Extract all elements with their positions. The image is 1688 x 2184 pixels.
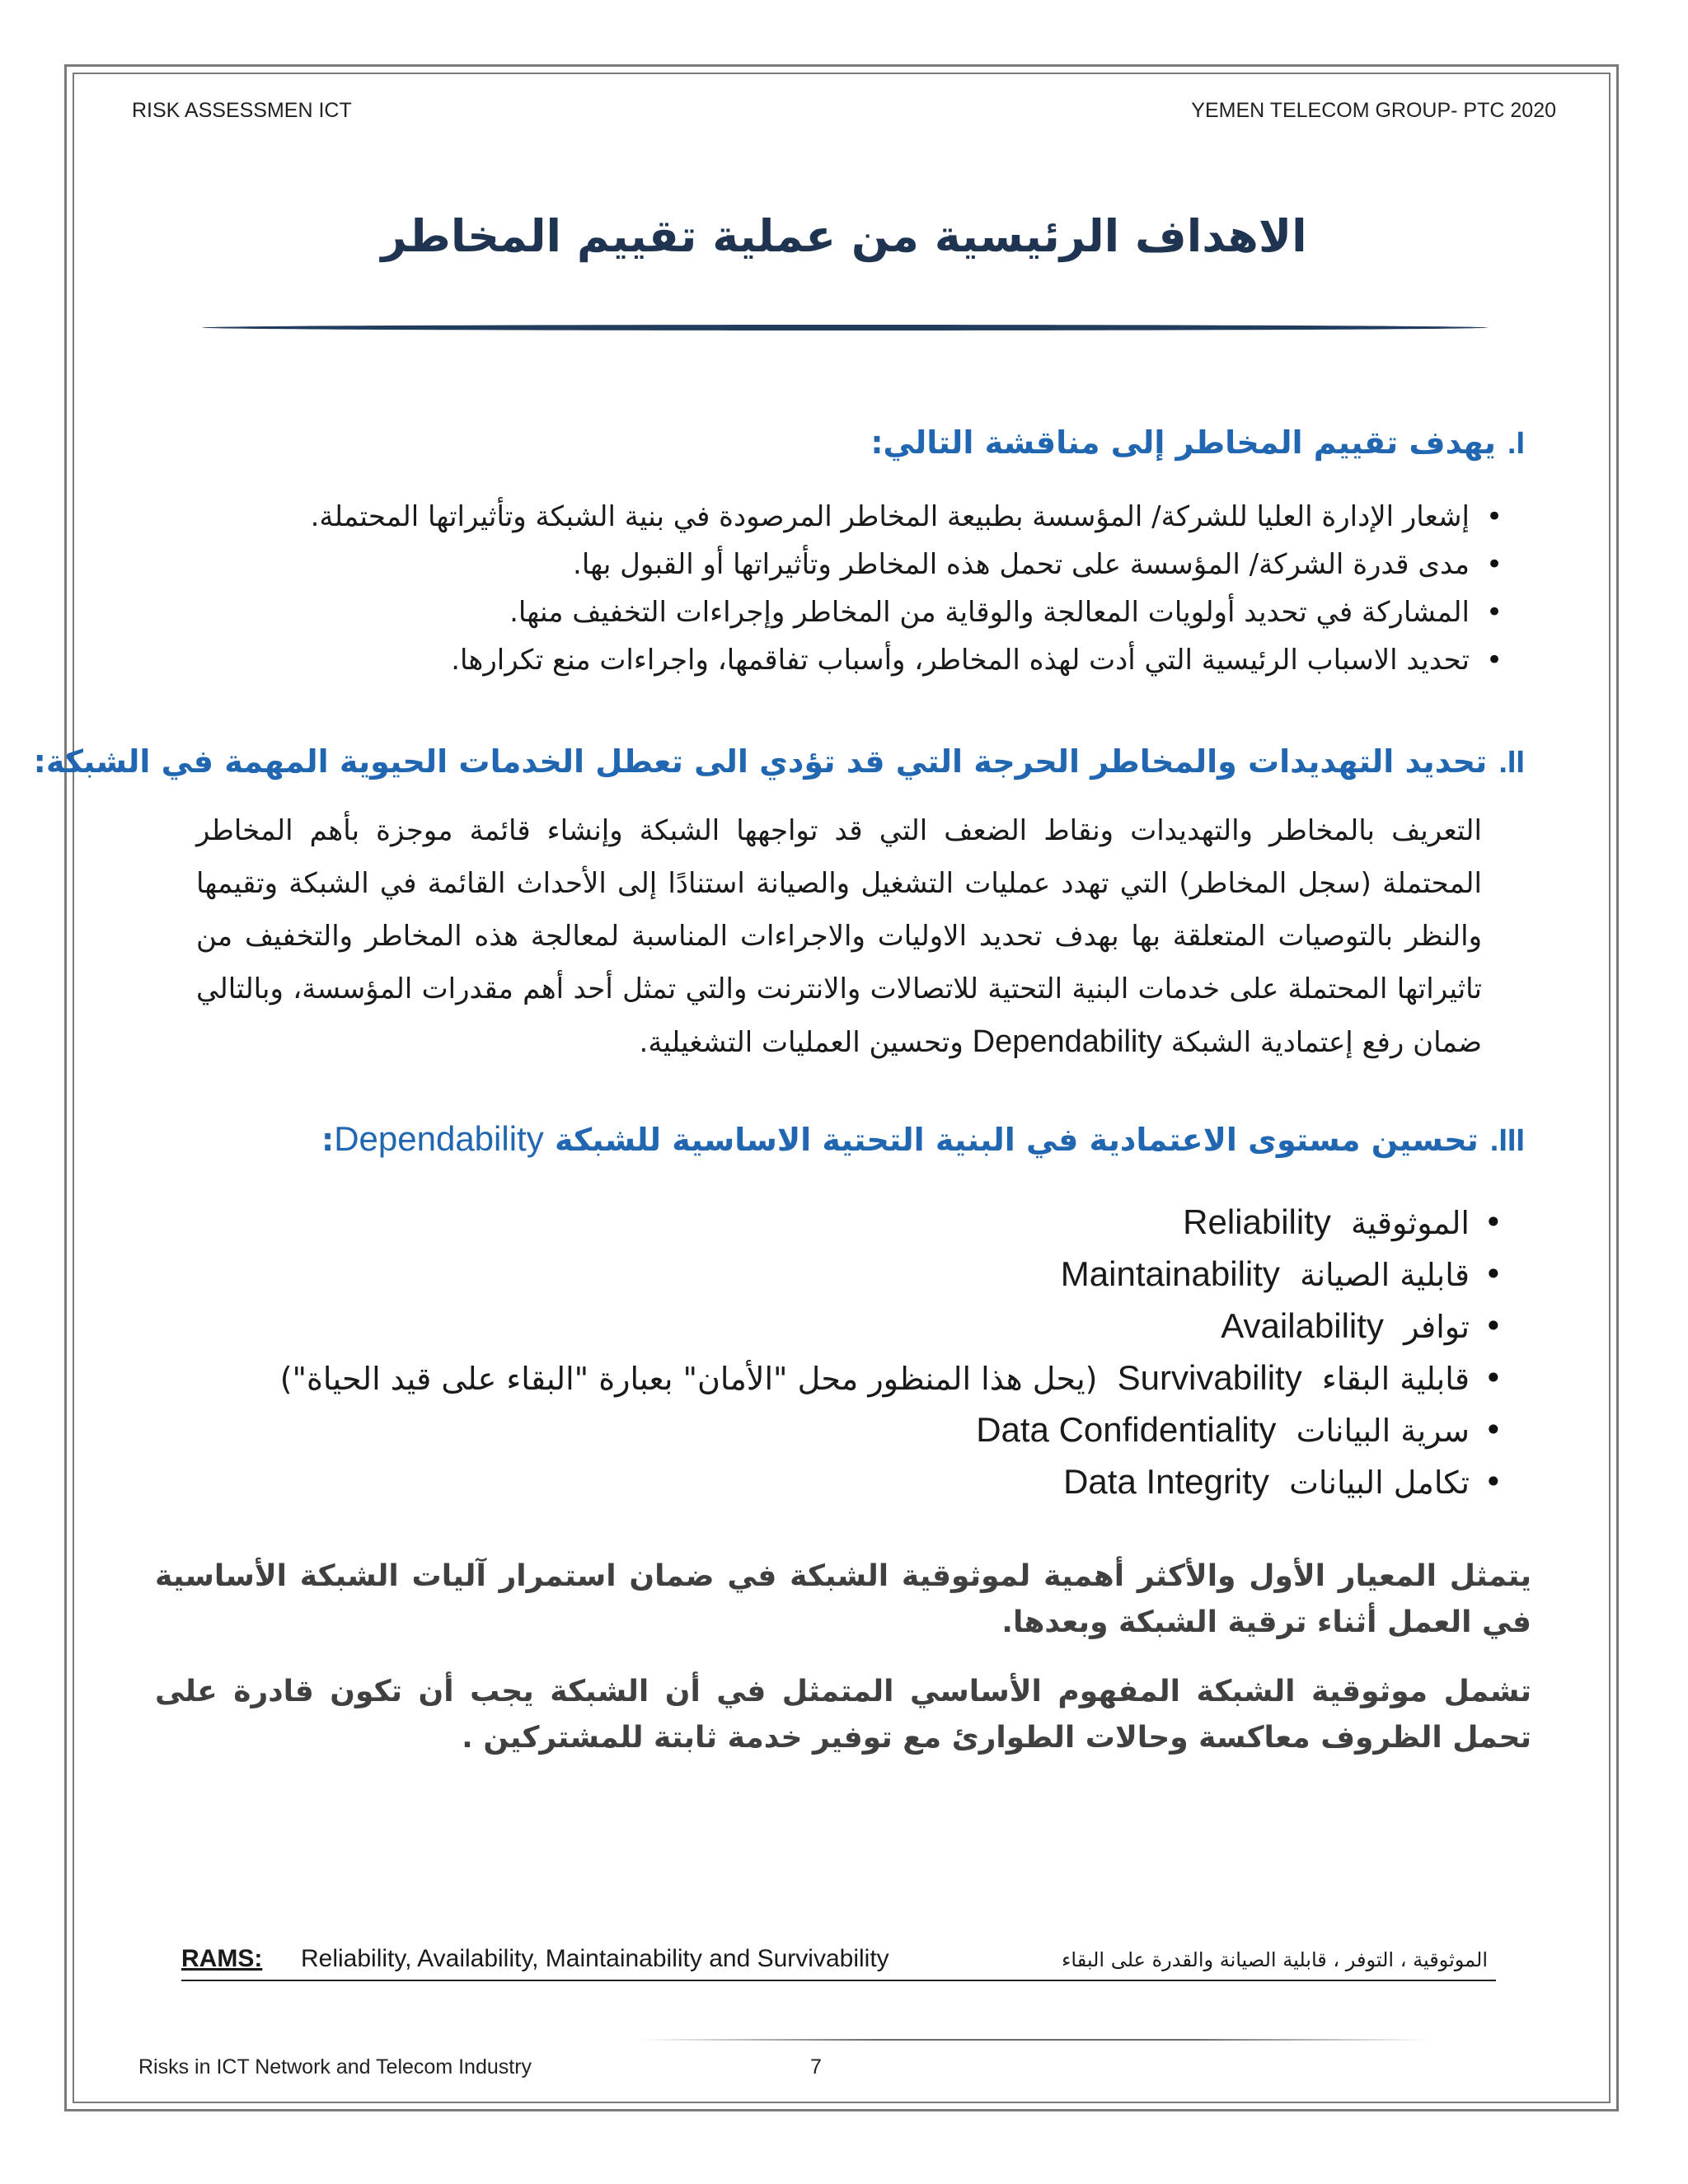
section-1-heading-text: يهدف تقييم المخاطر إلى مناقشة التالي: (870, 424, 1496, 461)
section-1-list (311, 493, 1503, 684)
section-1-heading (870, 424, 1525, 462)
list-item (280, 1301, 1503, 1352)
footer-left: Risks in ICT Network and Telecom Industry (138, 2055, 532, 2079)
item-arabic: توافر (1404, 1309, 1470, 1345)
rams-arabic: الموثوقية ، التوفر ، قابلية الصيانة والقدرة على البقاء (1062, 1948, 1488, 1971)
bold-paragraph-1: يتمثل المعيار الأول والأكثر أهمية لموثوقية الشبكة في ضمان استمرار آليات الشبكة الأساسية في العمل أثناء ترقية الشبكة وبعدها. (155, 1559, 1531, 1639)
list-item: • المشاركة في تحديد أولويات المعالجة والوقاية من المخاطر وإجراءات التخفيف منها. (311, 588, 1503, 636)
header-left: RISK ASSESSMEN ICT (132, 99, 352, 122)
list-item (280, 1197, 1503, 1249)
item-arabic: الموثوقية (1351, 1205, 1470, 1241)
list-item (280, 1352, 1503, 1404)
rams-line (181, 1945, 1496, 1981)
item-english: Survivability (1117, 1358, 1302, 1397)
item-english: Reliability (1183, 1202, 1331, 1241)
list-item (280, 1249, 1503, 1301)
section-3-heading (321, 1119, 1525, 1159)
list-item (280, 1404, 1503, 1456)
item-english: Maintainability (1060, 1254, 1280, 1293)
section-2-paragraph-part1: التعريف بالمخاطر والتهديدات ونقاط الضعف التي قد تواجهها الشبكة وإنشاء قائمة موجزة بأهم المخاطر المحتملة (سجل المخاطر) التي تهدد عمليات التشغيل والصيانة استنادًا إلى الأحداث القائمة في الشبكة وتقيمها والنظر بالتوصيات المتعلقة بها بهدف تحديد الاوليات والاجراءات المناسبة لمعالجة هذه المخاطر والتخفيف من تاثيراتها المحتملة على خدمات البنية التحتية للاتصالات والانترنت والتي تمثل أحد أهم مقدرات المؤسسة، وبالتالي ضمان رفع إعتمادية الشبكة (196, 814, 1482, 1059)
list-item: • تحديد الاسباب الرئيسية التي أدت لهذه المخاطر، وأسباب تفاقمها، واجراءات منع تكرارها. (311, 636, 1503, 684)
section-2-paragraph-term: Dependability (972, 1024, 1162, 1059)
bold-paragraph-2: تشمل موثوقية الشبكة المفهوم الأساسي المتمثل في أن الشبكة يجب أن تكون قادرة على تحمل الظروف معاكسة وحالات الطوارئ مع توفير خدمة ثابتة للمشتركين . (155, 1675, 1531, 1755)
list-item: • مدى قدرة الشركة/ المؤسسة على تحمل هذه المخاطر وتأثيراتها أو القبول بها. (311, 541, 1503, 588)
section-2-heading (34, 743, 1525, 780)
item-english: Data Confidentiality (976, 1410, 1277, 1449)
section-3-heading-text: تحسين مستوى الاعتمادية في البنية التحتية الاساسية للشبكة (554, 1122, 1479, 1158)
section-3-heading-term: Dependability (334, 1119, 544, 1158)
page-number: 7 (810, 2055, 822, 2079)
item-arabic: تكامل البيانات (1289, 1465, 1470, 1501)
item-arabic: قابلية الصيانة (1300, 1257, 1470, 1293)
item-arabic: قابلية البقاء (1321, 1361, 1470, 1397)
list-item: • إشعار الإدارة العليا للشركة/ المؤسسة بطبيعة المخاطر المرصودة في بنية الشبكة وتأثيراتها المحتملة. (311, 493, 1503, 541)
item-english: Availability (1221, 1306, 1384, 1345)
page-border-inner (73, 73, 1611, 2103)
header-right: YEMEN TELECOM GROUP- PTC 2020 (1191, 99, 1556, 122)
footer-divider (639, 2039, 1430, 2041)
section-2-paragraph (196, 804, 1482, 1069)
title-divider (202, 325, 1488, 330)
section-3-number: III. (1489, 1123, 1525, 1158)
rams-label: RAMS: (181, 1945, 263, 1972)
section-3-heading-colon: : (321, 1122, 335, 1158)
section-2-paragraph-part2: وتحسين العمليات التشغيلية. (639, 1026, 964, 1059)
section-2-heading-text: تحديد التهديدات والمخاطر الحرجة التي قد تؤدي الى تعطل الخدمات الحيوية المهمة في الشبكة: (33, 743, 1488, 780)
page-title: الاهداف الرئيسية من عملية تقييم المخاطر (381, 210, 1307, 262)
section-1-number: I. (1507, 426, 1525, 461)
list-item (280, 1456, 1503, 1508)
item-note: (يحل هذا المنظور محل "الأمان" بعبارة "البقاء على قيد الحياة") (279, 1361, 1098, 1397)
item-english: Data Integrity (1063, 1462, 1269, 1501)
item-arabic: سرية البيانات (1296, 1413, 1470, 1449)
section-2-number: II. (1498, 745, 1525, 780)
rams-text: Reliability, Availability, Maintainability and Survivability (301, 1945, 889, 1972)
section-3-list (280, 1197, 1503, 1508)
